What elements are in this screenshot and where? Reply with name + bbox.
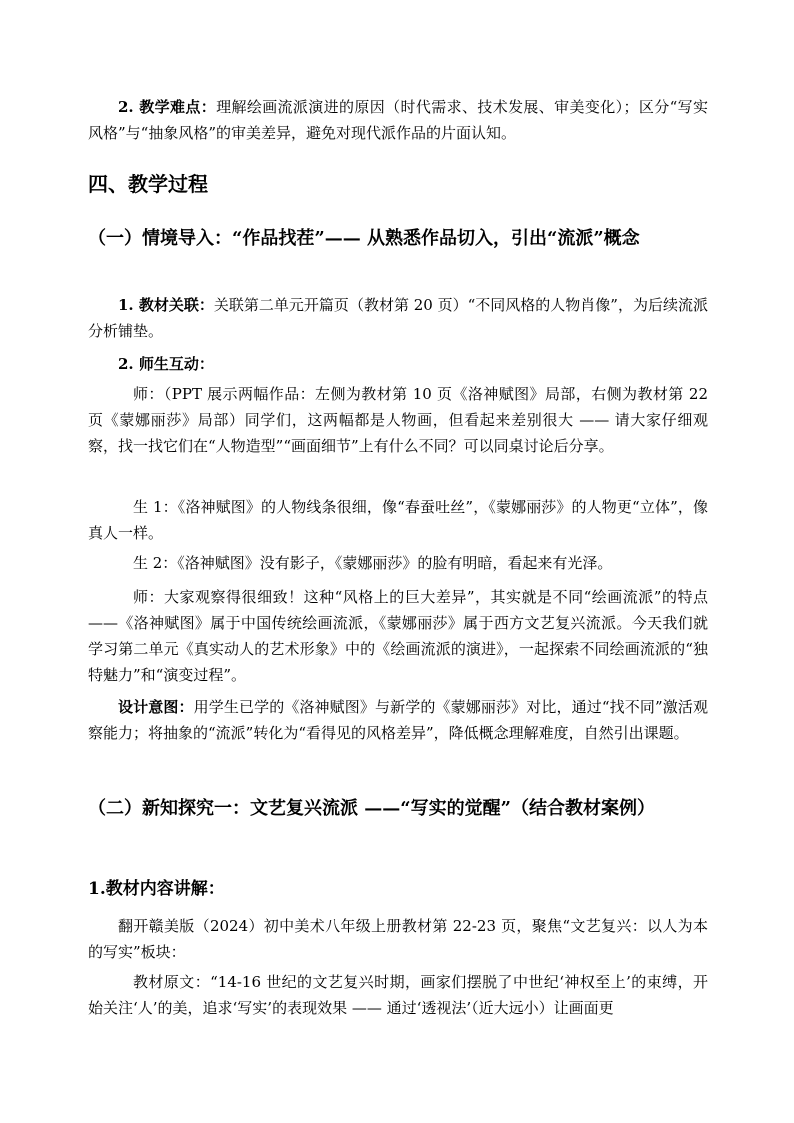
teaching-difficulty-text: 理解绘画流派演进的原因（时代需求、技术发展、审美变化）；区分“写实风格”与“抽象风格”的审美差异，避免对现代派作品的片面认知。 <box>88 98 709 142</box>
section-title-teaching-process: 四、教学过程 <box>88 172 208 196</box>
interaction-paragraph <box>88 351 708 377</box>
textbook-link-paragraph <box>88 292 708 344</box>
part2-heading: （二）新知探究一：文艺复兴流派 ——“写实的觉醒”（结合教材案例） <box>88 798 655 819</box>
textbook-intro-paragraph: 翻开赣美版（2024）初中美术八年级上册教材第 22-23 页，聚焦“文艺复兴：以人为本的写实”板块： <box>88 917 708 961</box>
student-line-1: 生 1：《洛神赋图》的人物线条很细，像“春蚕吐丝”，《蒙娜丽莎》的人物更“立体”，像真人一样。 <box>88 498 708 542</box>
textbook-quote-paragraph: 教材原文：“14-16 世纪的文艺复兴时期，画家们摆脱了中世纪‘神权至上’的束缚，开始关注‘人’的美，追求‘写实’的表现效果 —— 通过‘透视法’（近大远小）让画面更 <box>88 973 708 1017</box>
teaching-difficulty-label: 2. 教学难点： <box>118 98 217 116</box>
textbook-content-subheading: 1.教材内容讲解： <box>88 879 225 899</box>
design-intent-paragraph <box>88 694 708 746</box>
teacher-line-1: 师：（PPT 展示两幅作品：左侧为教材第 10 页《洛神赋图》局部，右侧为教材第 22 页《蒙娜丽莎》局部）同学们，这两幅都是人物画，但看起来差别很大 —— 请大家仔细观察，找一找它们在“人物造型”“画面细节”上有什么不同？可以同桌讨论后分享。 <box>88 385 708 455</box>
textbook-link-label: 1. 教材关联： <box>118 296 214 314</box>
teaching-difficulty-paragraph <box>88 94 708 146</box>
student-line-2: 生 2：《洛神赋图》没有影子，《蒙娜丽莎》的脸有明暗，看起来有光泽。 <box>133 554 613 572</box>
design-intent-label: 设计意图： <box>118 698 194 716</box>
textbook-link-text: 关联第二单元开篇页（教材第 20 页）“不同风格的人物肖像”，为后续流派分析铺垫。 <box>88 296 708 340</box>
teacher-line-2: 师：大家观察得很细致！这种“风格上的巨大差异”，其实就是不同“绘画流派”的特点 ——《洛神赋图》属于中国传统绘画流派，《蒙娜丽莎》属于西方文艺复兴流派。今天我们就学习第二单元《真实动人的艺术形象》中的《绘画流派的演进》，一起探索不同绘画流派的“独特魅力”和“演变过程”。 <box>88 588 708 684</box>
design-intent-text: 用学生已学的《洛神赋图》与新学的《蒙娜丽莎》对比，通过“找不同”激活观察能力；将抽象的“流派”转化为“看得见的风格差异”，降低概念理解难度，自然引出课题。 <box>88 698 708 742</box>
part1-heading: （一）情境导入：“作品找茬”—— 从熟悉作品切入，引出“流派”概念 <box>88 228 640 249</box>
interaction-label: 2. 师生互动： <box>118 355 214 373</box>
